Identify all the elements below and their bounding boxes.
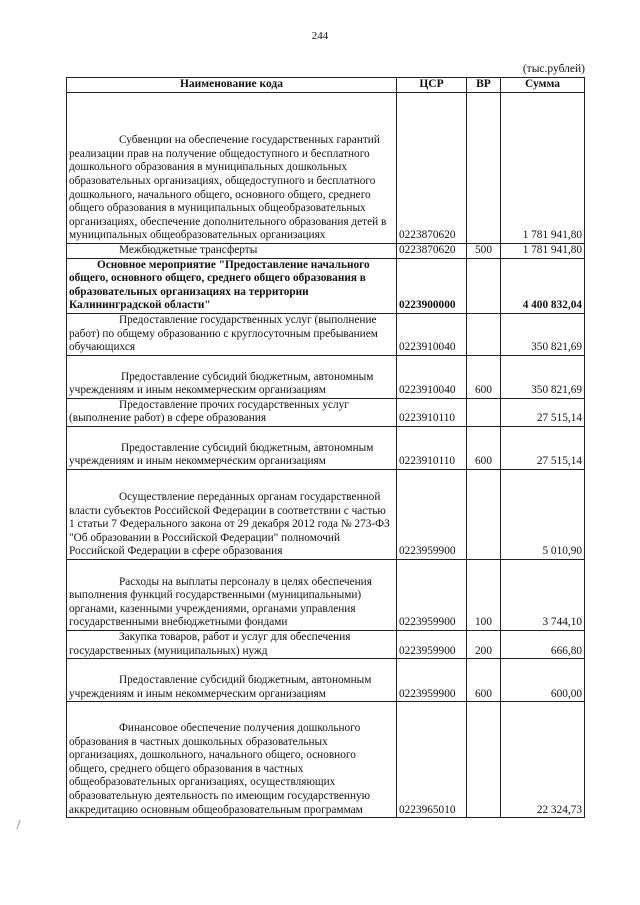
table-row — [67, 93, 585, 244]
row-csr: 0223900000 — [397, 258, 467, 313]
row-sum: 27 515,14 — [501, 398, 585, 426]
table-row — [67, 258, 585, 313]
row-csr: 0223910040 — [397, 313, 467, 355]
row-csr: 0223959900 — [397, 630, 467, 658]
row-sum: 600,00 — [501, 659, 585, 702]
row-name: Предоставление государственных услуг (выполнение работ) по общему образованию с круглосуточным пребыванием обучающихся — [67, 313, 397, 355]
row-csr: 0223959900 — [397, 559, 467, 630]
row-csr: 0223910040 — [397, 355, 467, 398]
row-vr — [467, 702, 501, 818]
row-sum: 666,80 — [501, 630, 585, 658]
table-row — [67, 426, 585, 469]
table-row — [67, 659, 585, 702]
row-name: Предоставление субсидий бюджетным, автономным учреждениям и иным некоммерческим организациям — [67, 659, 397, 702]
row-vr — [467, 313, 501, 355]
row-sum: 22 324,73 — [501, 702, 585, 818]
row-csr: 0223870620 — [397, 244, 467, 259]
row-csr: 0223959900 — [397, 659, 467, 702]
row-name: Закупка товаров, работ и услуг для обеспечения государственных (муниципальных) нужд — [67, 630, 397, 658]
row-sum: 27 515,14 — [501, 426, 585, 469]
row-sum: 1 781 941,80 — [501, 244, 585, 259]
table-row — [67, 244, 585, 259]
row-sum: 3 744,10 — [501, 559, 585, 630]
row-vr — [467, 398, 501, 426]
table-row — [67, 559, 585, 630]
row-vr: 200 — [467, 630, 501, 658]
row-name: Осуществление переданных органам государственной власти субъектов Российской Федерации в соответствии с частью 1 статьи 7 Федерального закона от 29 декабря 2012 года № 273-ФЗ "Об образовании в Российской Федерации" полномочий Российской Федерации в сфере образования — [67, 469, 397, 559]
row-csr: 0223959900 — [397, 469, 467, 559]
table-row — [67, 469, 585, 559]
row-vr — [467, 258, 501, 313]
row-vr: 500 — [467, 244, 501, 259]
row-vr — [467, 93, 501, 244]
row-csr: 0223870620 — [397, 93, 467, 244]
row-sum: 4 400 832,04 — [501, 258, 585, 313]
row-csr: 0223910110 — [397, 398, 467, 426]
row-vr: 600 — [467, 355, 501, 398]
row-vr: 100 — [467, 559, 501, 630]
table-row — [67, 630, 585, 658]
row-name: Расходы на выплаты персоналу в целях обеспечения выполнения функций государственными (муниципальными) органами, казенными учреждениями, органами управления государственными внебюджетными фондами — [67, 559, 397, 630]
scan-mark — [16, 820, 22, 830]
header-vr: ВР — [467, 78, 501, 93]
row-vr: 600 — [467, 659, 501, 702]
table-row — [67, 398, 585, 426]
row-name: Предоставление субсидий бюджетным, автономным учреждениям и иным некоммерческим организациям — [67, 426, 397, 469]
budget-table — [66, 77, 585, 818]
row-csr: 0223910110 — [397, 426, 467, 469]
row-vr: 600 — [467, 426, 501, 469]
row-name: Предоставление прочих государственных услуг (выполнение работ) в сфере образования — [67, 398, 397, 426]
header-sum: Сумма — [501, 78, 585, 93]
table-row — [67, 355, 585, 398]
table-header-row — [67, 78, 585, 93]
page-number: 244 — [311, 30, 329, 42]
row-name: Финансовое обеспечение получения дошкольного образования в частных дошкольных образовательных организациях, дошкольного, начального общего, основного общего, среднего общего образования в частных общеобразовательных организациях, осуществляющих образовательную деятельность по имеющим государственную аккредитацию основным общеобразовательным программам — [67, 702, 397, 818]
units-label: (тыс.рублей) — [522, 63, 585, 75]
row-name: Основное мероприятие "Предоставление начального общего, основного общего, среднего общего образования в образовательных организациях на территории Калининградской области" — [67, 258, 397, 313]
row-name: Предоставление субсидий бюджетным, автономным учреждениям и иным некоммерческим организациям — [67, 355, 397, 398]
table-row — [67, 702, 585, 818]
row-vr — [467, 469, 501, 559]
row-sum: 5 010,90 — [501, 469, 585, 559]
row-sum: 1 781 941,80 — [501, 93, 585, 244]
header-csr: ЦСР — [397, 78, 467, 93]
row-name: Межбюджетные трансферты — [67, 244, 397, 259]
row-sum: 350 821,69 — [501, 313, 585, 355]
row-name: Субвенции на обеспечение государственных гарантий реализации прав на получение общедоступного и бесплатного дошкольного образования в муниципальных дошкольных образовательных организациях, общедоступного и бесплатного дошкольного, начального общего, основного общего, среднего общего образования в муниципальных общеобразовательных организациях, обеспечение дополнительного образования детей в муниципальных общеобразовательных организациях — [67, 93, 397, 244]
row-sum: 350 821,69 — [501, 355, 585, 398]
table-row — [67, 313, 585, 355]
row-csr: 0223965010 — [397, 702, 467, 818]
header-name: Наименование кода — [67, 78, 397, 93]
